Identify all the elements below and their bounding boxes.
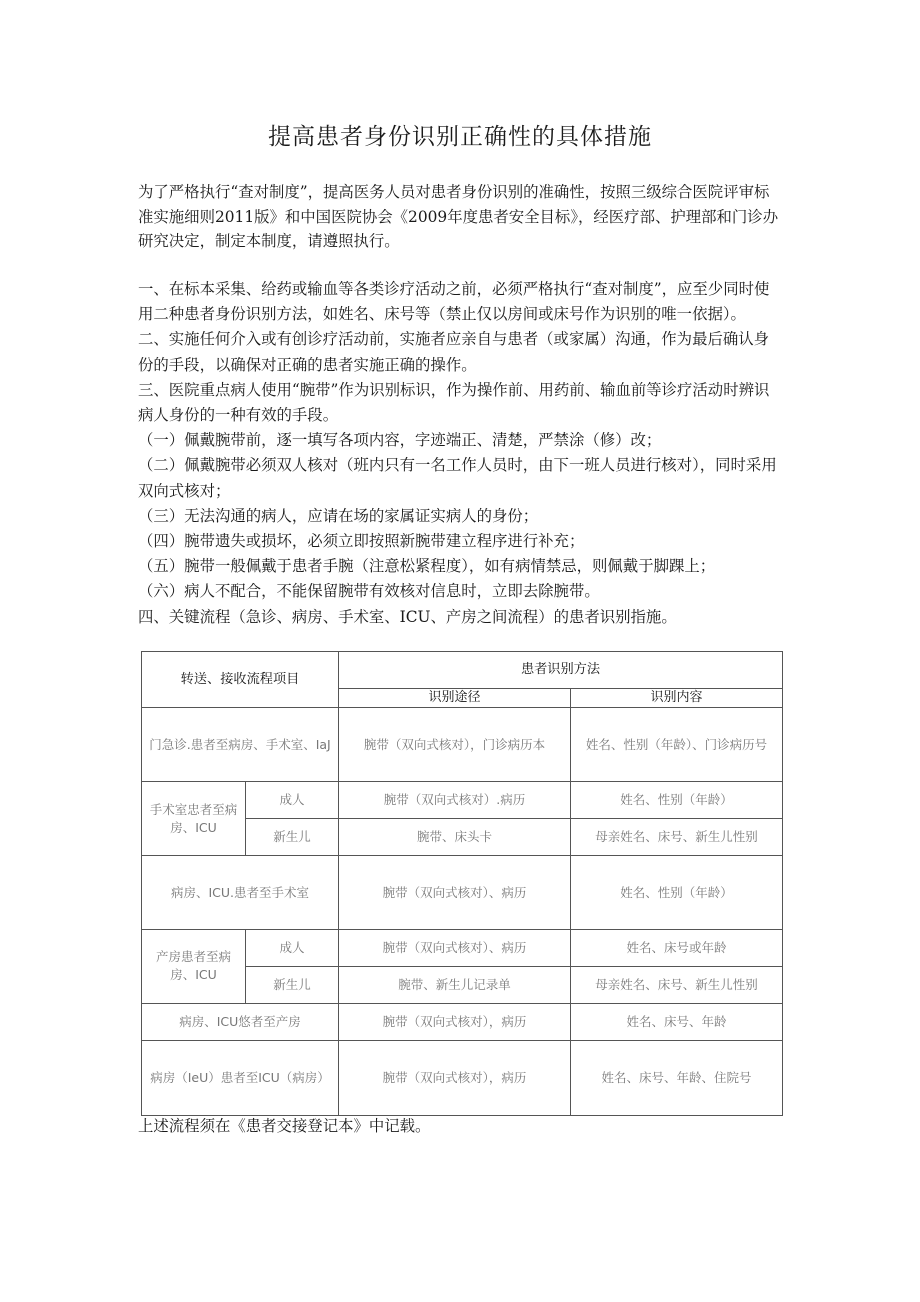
process-item: 门急诊.患者至病房、手术室、IaJ bbox=[142, 708, 339, 781]
table-row bbox=[142, 929, 783, 966]
table-row bbox=[142, 1004, 783, 1041]
content-cell: 姓名、床号、年龄、住院号 bbox=[571, 1041, 783, 1116]
content-cell: 母亲姓名、床号、新生儿性别 bbox=[571, 819, 783, 856]
route-cell: 腕带、床头卡 bbox=[339, 819, 571, 856]
intro-section bbox=[138, 180, 784, 254]
sub-category: 新生儿 bbox=[246, 819, 339, 856]
content-cell: 姓名、性别（年龄） bbox=[571, 781, 783, 818]
sub-category: 成人 bbox=[246, 929, 339, 966]
page-title: 提高患者身份识别正确性的具体措施 bbox=[268, 124, 652, 150]
route-cell: 腕带（双向式核对），病历 bbox=[339, 1004, 571, 1041]
content-cell: 姓名、床号、年龄 bbox=[571, 1004, 783, 1041]
content-cell: 姓名、床号或年龄 bbox=[571, 929, 783, 966]
sub-item-5: （五）腕带一般佩戴于患者手腕（注意松紧程度），如有病情禁忌，则佩戴于脚踝上； bbox=[138, 557, 716, 576]
paragraph-1: 一、在标本采集、给药或输血等各类诊疗活动之前，必须严格执行“查对制度”，应至少同时使用二种患者身份识别方法，如姓名、床号等（禁止仅以房间或床号作为识别的唯一依据）。 bbox=[138, 280, 770, 324]
paragraph-2: 二、实施任何介入或有创诊疗活动前，实施者应亲自与患者（或家属）沟通，作为最后确认身份的手段，以确保对正确的患者实施正确的操作。 bbox=[138, 330, 770, 374]
header-route: 识别途径 bbox=[339, 689, 571, 708]
identification-table bbox=[141, 651, 783, 1116]
route-cell: 腕带（双向式核对）、病历 bbox=[339, 929, 571, 966]
sub-item-1: （一）佩戴腕带前，逐一填写各项内容，字迹端正、清楚，严禁涂（修）改； bbox=[138, 431, 662, 450]
route-cell: 腕带、新生儿记录单 bbox=[339, 966, 571, 1003]
header-process-item: 转送、接收流程项目 bbox=[142, 652, 339, 708]
table-row bbox=[142, 781, 783, 818]
sub-item-6: （六）病人不配合，不能保留腕带有效核对信息时，立即去除腕带。 bbox=[138, 582, 600, 601]
intro-paragraph: 为了严格执行“查对制度”，提高医务人员对患者身份识别的准确性，按照三级综合医院评审标准实施细则2011版》和中国医院协会《2009年度患者安全目标》，经医疗部、护理部和门诊办研究决定，制定本制度，请遵照执行。 bbox=[138, 183, 779, 250]
route-cell: 腕带（双向式核对），病历 bbox=[339, 1041, 571, 1116]
header-method: 患者识别方法 bbox=[339, 652, 783, 689]
route-cell: 腕带（双向式核对）.病历 bbox=[339, 781, 571, 818]
table-row bbox=[142, 1041, 783, 1116]
table-row bbox=[142, 708, 783, 781]
process-item: 病房、ICU.患者至手术室 bbox=[142, 856, 339, 929]
sub-item-3: （三）无法沟通的病人，应请在场的家属证实病人的身份； bbox=[138, 506, 539, 525]
measures-section bbox=[138, 277, 784, 630]
closing-note: 上述流程须在《患者交接登记本》中记载。 bbox=[138, 1117, 431, 1135]
paragraph-4: 四、关键流程（急诊、病房、手术室、ICU、产房之间流程）的患者识别指施。 bbox=[138, 607, 677, 626]
process-group: 产房患者至病房、ICU bbox=[142, 929, 246, 1003]
process-item: 病房（IeU）患者至ICU（病房） bbox=[142, 1041, 339, 1116]
sub-category: 新生儿 bbox=[246, 966, 339, 1003]
content-cell: 姓名、性别（年龄） bbox=[571, 856, 783, 929]
sub-item-4: （四）腕带遗失或损坏，必须立即按照新腕带建立程序进行补充； bbox=[138, 532, 585, 551]
process-item: 病房、ICU悠者至产房 bbox=[142, 1004, 339, 1041]
sub-category: 成人 bbox=[246, 781, 339, 818]
paragraph-3: 三、医院重点病人使用“腕带”作为识别标识，作为操作前、用药前、输血前等诊疗活动时辨识病人身份的一种有效的手段。 bbox=[138, 380, 770, 425]
table-row bbox=[142, 856, 783, 929]
route-cell: 腕带（双向式核对），门诊病历本 bbox=[339, 708, 571, 781]
header-content: 识别内容 bbox=[571, 689, 783, 708]
content-cell: 姓名、性别（年龄）、门诊病历号 bbox=[571, 708, 783, 781]
sub-item-2: （二）佩戴腕带必须双人核对（班内只有一名工作人员时，由下一班人员进行核对），同时采用双向式核对； bbox=[138, 456, 777, 500]
process-group: 手术室忠者至病房、ICU bbox=[142, 781, 246, 855]
route-cell: 腕带（双向式核对）、病历 bbox=[339, 856, 571, 929]
content-cell: 母亲姓名、床号、新生儿性别 bbox=[571, 966, 783, 1003]
